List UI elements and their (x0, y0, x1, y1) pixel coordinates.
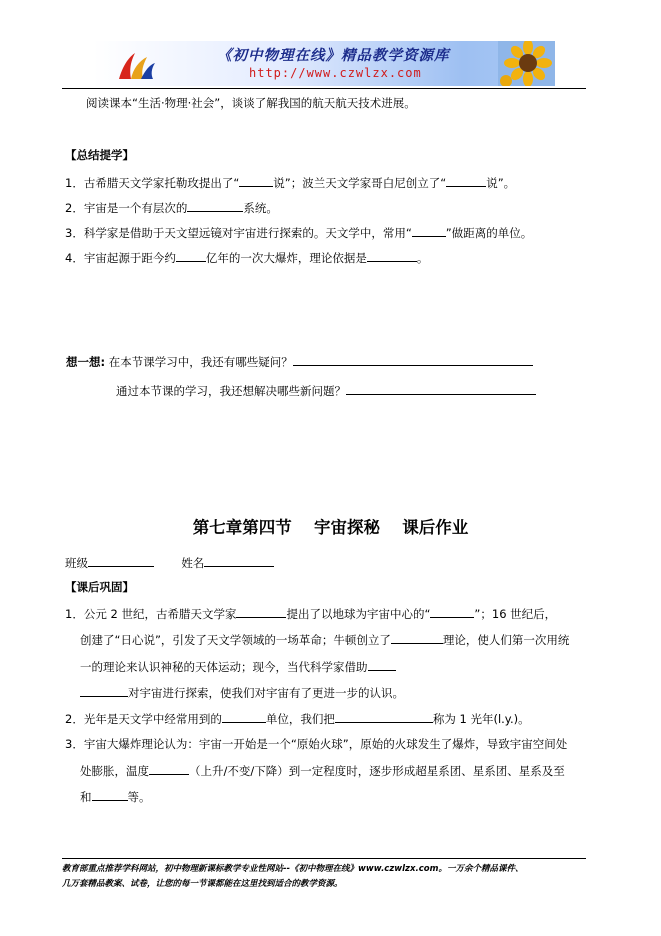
answer-blank[interactable] (391, 632, 443, 644)
name-field[interactable] (204, 555, 274, 567)
answer-blank[interactable] (176, 250, 206, 262)
think-question-1: 想一想: 在本节课学习中，我还有哪些疑问？ (66, 354, 533, 369)
think-label: 想一想: (66, 355, 106, 369)
answer-blank[interactable] (293, 354, 533, 366)
homework-question-1-line-3: 一的理论来认识神秘的天体运动；现今，当代科学家借助 (80, 659, 396, 674)
answer-blank[interactable] (149, 763, 189, 775)
header-banner (93, 41, 555, 86)
class-field[interactable] (88, 555, 154, 567)
homework-question-3-line-2: 处膨胀，温度 （上升/不变/下降）到一定程度时，逐步形成超星系团、星系团、星系及至 (80, 764, 565, 778)
homework-heading: 【课后巩固】 (65, 580, 134, 594)
answer-blank[interactable] (187, 200, 243, 212)
homework-question-1-line-4: 对宇宙进行探索，使我们对宇宙有了更进一步的认识。 (80, 685, 404, 700)
homework-question-3-line-3: 和 等。 (80, 790, 151, 804)
answer-blank[interactable] (222, 711, 266, 723)
summary-heading: 【总结提学】 (65, 148, 134, 162)
homework-question-2: 2．光年是天文学中经常用到的 单位，我们把 称为 1 光年(l.y.)。 (65, 712, 530, 726)
answer-blank[interactable] (367, 250, 417, 262)
answer-blank[interactable] (446, 175, 486, 187)
summary-question-4: 4．宇宙起源于距今约 亿年的一次大爆炸，理论依据是 。 (65, 251, 429, 265)
answer-blank[interactable] (430, 606, 474, 618)
summary-question-3: 3．科学家是借助于天文望远镜对宇宙进行探索的。天文学中，常用“ ”做距离的单位。 (65, 226, 533, 240)
footer-divider (62, 858, 586, 859)
answer-blank[interactable] (335, 711, 433, 723)
sunflower-icon (498, 41, 555, 86)
footer-line-1: 教育部重点推荐学科网站，初中物理新课标教学专业性网站--《初中物理在线》www.czwlzx.com。一万余个精品课件、 (62, 864, 524, 874)
banner-url[interactable]: http://www.czwlzx.com (249, 66, 422, 80)
student-info (65, 555, 274, 570)
think-question-2: 通过本节课的学习，我还想解决哪些新问题？ (116, 383, 536, 398)
homework-question-1-line-1: 1．公元 2 世纪，古希腊天文学家 提出了以地球为宇宙中心的“ ”；16 世纪后， (65, 607, 557, 621)
homework-question-3-line-1: 3．宇宙大爆炸理论认为：宇宙一开始是一个“原始火球”，原始的火球发生了爆炸，导致宇宙空间处 (65, 737, 568, 751)
summary-question-2: 2．宇宙是一个有层次的 系统。 (65, 201, 278, 215)
site-logo-icon (117, 47, 157, 81)
footer-line-2: 几万套精品教案、试卷，让您的每一节课都能在这里找到适合的教学资源。 (62, 879, 343, 889)
summary-question-1: 1．古希腊天文学家托勒玫提出了“ 说”；波兰天文学家哥白尼创立了“ 说”。 (65, 176, 516, 190)
answer-blank[interactable] (80, 685, 128, 697)
homework-question-1-line-2: 创建了“日心说”，引发了天文学领域的一场革命；牛顿创立了 理论，使人们第一次用统 (80, 633, 570, 647)
header-divider (62, 88, 586, 89)
intro-text: 阅读课本“生活·物理·社会”，谈谈了解我国的航天航天技术进展。 (86, 96, 416, 110)
answer-blank[interactable] (239, 175, 273, 187)
answer-blank[interactable] (368, 659, 396, 671)
answer-blank[interactable] (92, 789, 128, 801)
name-label: 姓名 (181, 556, 205, 570)
class-label: 班级 (65, 556, 88, 570)
banner-title: 《初中物理在线》精品教学资源库 (217, 47, 450, 64)
answer-blank[interactable] (236, 606, 286, 618)
chapter-title: 第七章第四节 宇宙探秘 课后作业 (192, 518, 469, 537)
answer-blank[interactable] (346, 383, 536, 395)
answer-blank[interactable] (412, 225, 446, 237)
